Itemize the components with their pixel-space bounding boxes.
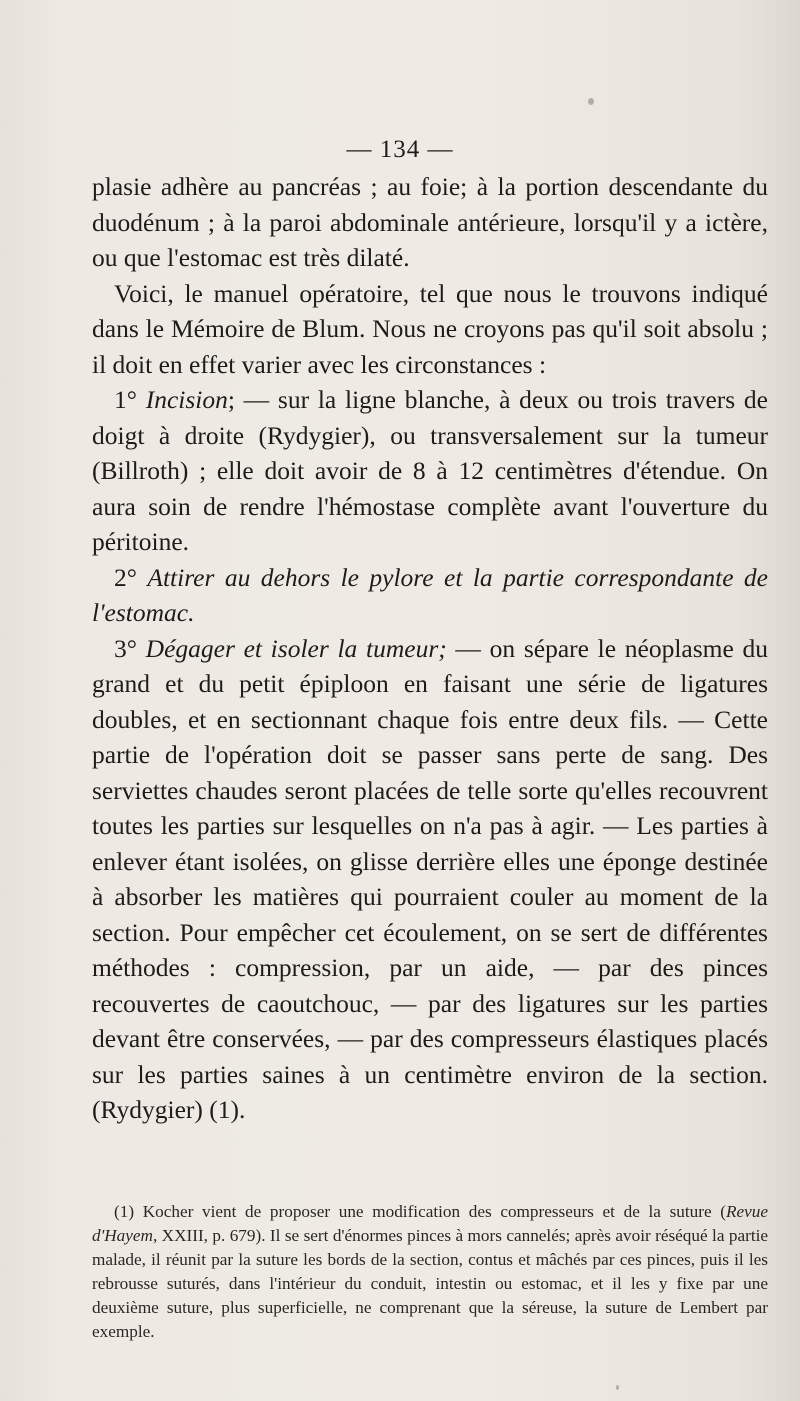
- step-incision: [92, 382, 768, 560]
- footnote-text-continued: , XXIII, p. 679). Il se sert d'énormes pinces à mors cannelés; après avoir réséqué la partie malade, il réunit par la suture les bords de la section, contus et mâchés par ces pinces, puis il les rebrousse suturés, dans l'intérieur du conduit, intestin ou estomac, et il les y fixe par une deuxième suture, plus superficielle, ne comprenant que la séreuse, la suture de Lembert par exemple.: [92, 1226, 768, 1341]
- step-title: Attirer au dehors le pylore et la partie correspondante de l'estomac.: [92, 562, 768, 627]
- step-text: ; — sur la ligne blanche, à deux ou trois travers de doigt à droite (Rydygier), ou transversalement sur la tumeur (Billroth) ; elle doit avoir de 8 à 12 centimètres d'étendue. On aura soin de rendre l'hémostase complète avant l'ouverture du péritoine.: [92, 385, 768, 556]
- page-number: — 134 —: [346, 136, 454, 163]
- step-number: 1°: [114, 385, 137, 414]
- footnote-1: [92, 1200, 768, 1344]
- step-number: 2°: [114, 562, 137, 592]
- ink-speck: [588, 98, 594, 105]
- step-text: — on sépare le néoplasme du grand et du petit épiploon en faisant une série de ligatures doubles, et en sectionnant chaque fois entre deux fils. — Cette partie de l'opération doit se passer sans perte de sang. Des serviettes chaudes seront placées de telle sorte qu'elles recouvrent toutes les parties sur lesquelles on n'a pas à agir. — Les parties à enlever étant isolées, on glisse derrière elles une éponge destinée à absorber les matières qui pourraient couler au moment de la section. Pour empêcher cet écoulement, on se sert de différentes méthodes : compression, par un aide, — par des pinces recouvertes de caoutchouc, — par des ligatures sur les parties devant être conservées, — par des compresseurs élastiques placés sur les parties saines à un centimètre environ de la section. (Rydygier) (1).: [92, 633, 768, 1124]
- footnote-text: Kocher vient de proposer une modification des compresseurs et de la suture (: [134, 1202, 727, 1221]
- footnote-reference-title: Revue d'Hayem: [92, 1202, 768, 1245]
- paragraph-intro: Voici, le manuel opératoire, tel que nous le trouvons indiqué dans le Mémoire de Blum. Nous ne croyons pas qu'il soit absolu ; il doit en effet varier avec les circonstances :: [92, 278, 768, 379]
- ink-speck: [616, 1385, 619, 1390]
- footnote-block: [92, 1200, 768, 1344]
- step-attirer: [92, 560, 768, 631]
- step-degager: [92, 631, 768, 1128]
- step-title: Incision: [145, 385, 228, 414]
- step-title: Dégager et isoler la tumeur;: [145, 633, 447, 663]
- footnote-mark: (1): [114, 1202, 135, 1221]
- main-text: [92, 169, 768, 1128]
- step-number: 3°: [114, 633, 137, 663]
- paragraph-continuation: plasie adhère au pancréas ; au foie; à la portion descendante du duodénum ; à la paroi abdominale antérieure, lorsqu'il y a ictère, ou que l'estomac est très dilaté.: [92, 172, 768, 272]
